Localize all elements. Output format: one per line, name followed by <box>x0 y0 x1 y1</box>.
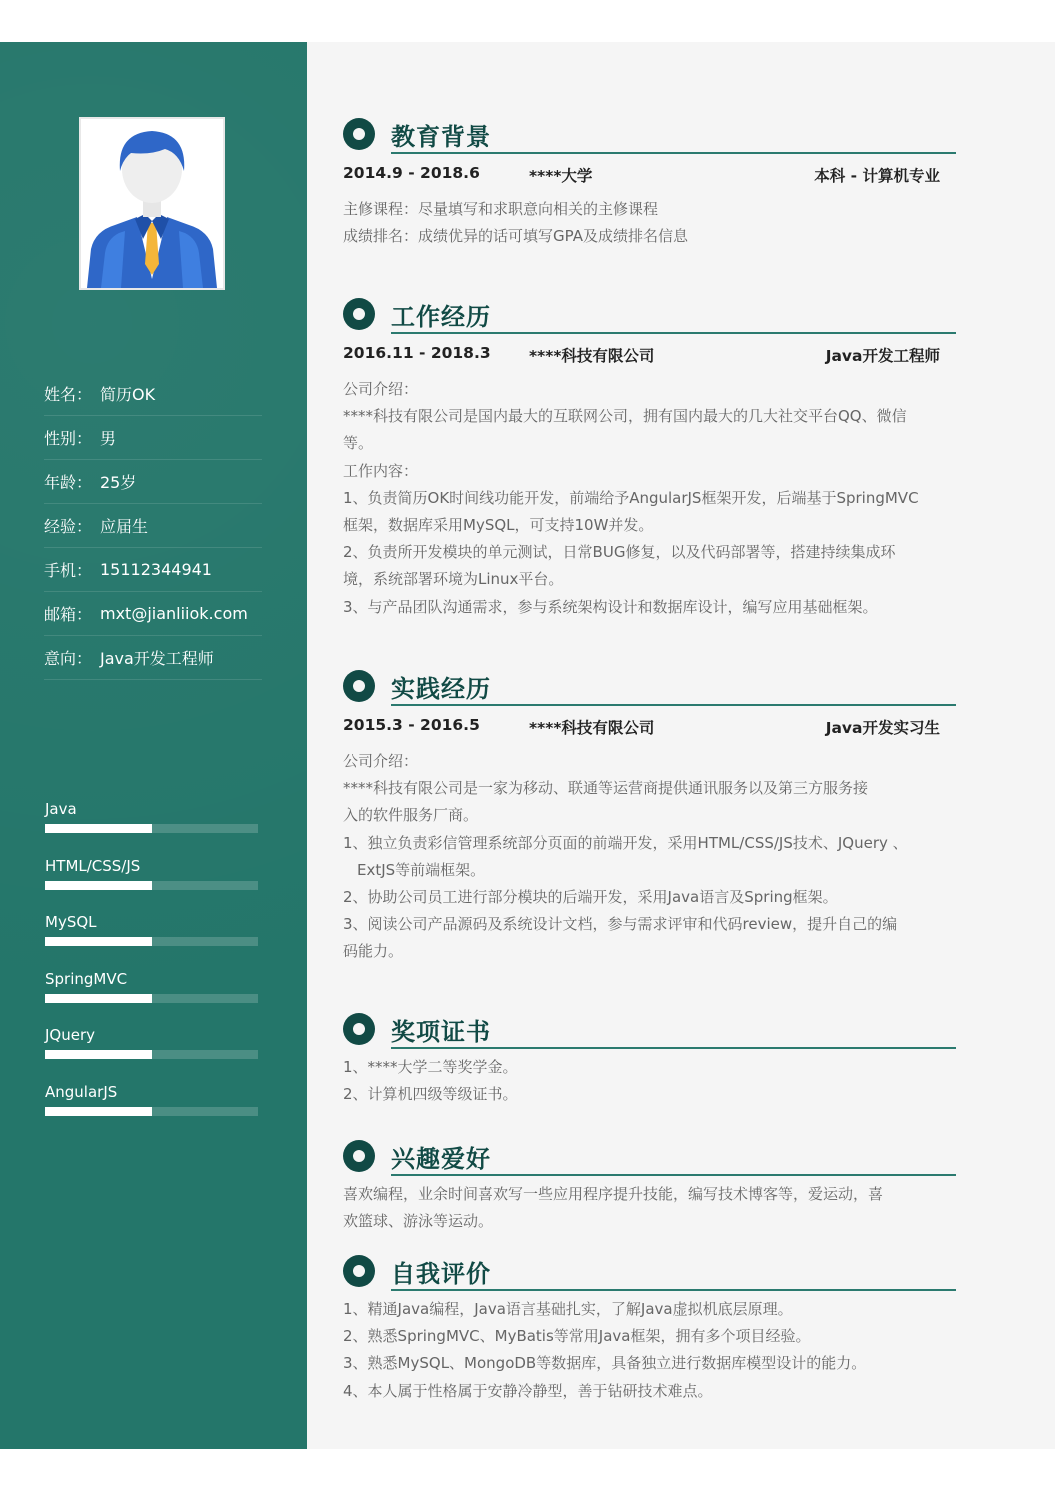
info-row-experience <box>44 504 262 548</box>
profile-photo <box>79 117 225 290</box>
info-row-age <box>44 460 262 504</box>
entry-org: ****大学 <box>529 167 593 185</box>
text-line: 1、独立负责彩信管理系统部分页面的前端开发，采用HTML/CSS/JS技术、JQuery 、 <box>343 833 908 852</box>
info-value: 15112344941 <box>100 560 212 579</box>
text-line: 入的软件服务厂商。 <box>343 806 479 825</box>
info-value: mxt@jianliiok.com <box>100 604 248 623</box>
text-line: 4、本人属于性格属于安静冷静型，善于钻研技术难点。 <box>343 1381 713 1400</box>
info-label: 经验： <box>44 517 93 536</box>
text-line: 公司介绍： <box>343 380 419 398</box>
section-title: 兴趣爱好 <box>391 1145 491 1173</box>
section-title: 实践经历 <box>391 675 491 703</box>
skill-item <box>45 794 258 851</box>
entry-org: ****科技有限公司 <box>529 347 655 365</box>
section-body <box>343 1054 958 1108</box>
text-line: 欢篮球、游泳等运动。 <box>343 1212 494 1231</box>
skill-bar-track <box>45 824 258 833</box>
skills-list <box>45 794 258 1133</box>
info-label: 邮箱： <box>44 605 93 624</box>
section-title: 奖项证书 <box>391 1018 491 1046</box>
section-hobbies <box>343 1137 958 1235</box>
skill-item <box>45 851 258 908</box>
entry-role: Java开发实习生 <box>825 719 940 737</box>
skill-bar-track <box>45 994 258 1003</box>
skill-bar-fill <box>45 937 152 946</box>
section-body <box>343 748 958 966</box>
text-line: 公司介绍： <box>343 752 419 770</box>
section-awards <box>343 1010 958 1108</box>
info-row-gender <box>44 416 262 460</box>
entry-meta <box>343 340 958 368</box>
skill-bar-track <box>45 1050 258 1059</box>
entry-meta <box>343 160 958 188</box>
resume-page <box>0 42 1055 1449</box>
text-line: 3、阅读公司产品源码及系统设计文档，参与需求评审和代码review，提升自己的编 <box>343 915 898 934</box>
text-line: ExtJS等前端框架。 <box>357 860 486 879</box>
skill-bar-track <box>45 937 258 946</box>
text-line: 3、与产品团队沟通需求，参与系统架构设计和数据库设计，编写应用基础框架。 <box>343 597 878 616</box>
text-line: 工作内容： <box>343 461 419 480</box>
section-education <box>343 115 958 250</box>
text-line: 2、熟悉SpringMVC、MyBatis等常用Java框架，拥有多个项目经验。 <box>343 1327 811 1346</box>
text-line: 1、精通Java编程，Java语言基础扎实，了解Java虚拟机底层原理。 <box>343 1300 793 1318</box>
section-divider <box>391 704 956 706</box>
skill-item <box>45 907 258 964</box>
info-row-intention <box>44 636 262 680</box>
text-line: ****科技有限公司是国内最大的互联网公司，拥有国内最大的几大社交平台QQ、微信 <box>343 407 907 426</box>
skill-bar-track <box>45 881 258 890</box>
section-practice <box>343 667 958 966</box>
avatar-person-icon <box>81 119 223 288</box>
entry-date: 2014.9 - 2018.6 <box>343 164 480 182</box>
text-line: 主修课程：尽量填写和求职意向相关的主修课程 <box>343 200 659 218</box>
text-line: 境，系统部署环境为Linux平台。 <box>343 570 564 589</box>
text-line: 喜欢编程，业余时间喜欢写一些应用程序提升技能，编写技术博客等，爱运动，喜 <box>343 1185 884 1203</box>
skill-name: JQuery <box>45 1026 96 1044</box>
info-row-email <box>44 592 262 636</box>
text-line: ****科技有限公司是一家为移动、联通等运营商提供通讯服务以及第三方服务接 <box>343 779 869 798</box>
skill-item <box>45 964 258 1021</box>
skill-bar-fill <box>45 994 152 1003</box>
info-label: 性别： <box>44 429 93 448</box>
entry-meta <box>343 712 958 740</box>
skill-name: AngularJS <box>45 1082 118 1101</box>
info-value: 应届生 <box>100 517 149 536</box>
entry-role: 本科 - 计算机专业 <box>814 167 940 185</box>
section-bullet-icon <box>343 1013 375 1045</box>
text-line: 成绩排名：成绩优异的话可填写GPA及成绩排名信息 <box>343 227 688 246</box>
info-value: 男 <box>100 429 117 448</box>
entry-date: 2015.3 - 2016.5 <box>343 716 480 734</box>
text-line: 2、负责所开发模块的单元测试，日常BUG修复，以及代码部署等，搭建持续集成环 <box>343 543 896 562</box>
text-line: 1、****大学二等奖学金。 <box>343 1058 518 1076</box>
entry-date: 2016.11 - 2018.3 <box>343 344 491 362</box>
section-body <box>343 376 958 621</box>
skill-name: Java <box>45 800 77 818</box>
section-title: 工作经历 <box>391 303 491 331</box>
section-divider <box>391 332 956 334</box>
text-line: 2、计算机四级等级证书。 <box>343 1085 518 1104</box>
skill-bar-fill <box>45 1107 152 1116</box>
skill-bar-fill <box>45 824 152 833</box>
text-line: 框架，数据库采用MySQL，可支持10W并发。 <box>343 516 654 535</box>
section-bullet-icon <box>343 670 375 702</box>
personal-info <box>44 372 262 680</box>
skill-bar-fill <box>45 1050 152 1059</box>
info-value: Java开发工程师 <box>100 649 214 668</box>
section-self-evaluation <box>343 1252 958 1405</box>
info-label: 意向： <box>44 649 93 668</box>
text-line: 码能力。 <box>343 942 404 961</box>
section-work <box>343 295 958 621</box>
text-line: 1、负责简历OK时间线功能开发，前端给予AngularJS框架开发，后端基于SpringMVC <box>343 488 919 507</box>
skill-item <box>45 1077 258 1134</box>
section-divider <box>391 152 956 154</box>
sidebar <box>0 42 307 1449</box>
section-bullet-icon <box>343 118 375 150</box>
info-row-phone <box>44 548 262 592</box>
section-divider <box>391 1289 956 1291</box>
entry-org: ****科技有限公司 <box>529 719 655 737</box>
section-divider <box>391 1047 956 1049</box>
text-line: 3、熟悉MySQL、MongoDB等数据库，具备独立进行数据库模型设计的能力。 <box>343 1354 867 1373</box>
skill-name: MySQL <box>45 913 97 931</box>
info-value: 简历OK <box>100 385 156 404</box>
info-row-name <box>44 372 262 416</box>
text-line: 2、协助公司员工进行部分模块的后端开发，采用Java语言及Spring框架。 <box>343 888 838 907</box>
entry-role: Java开发工程师 <box>825 347 940 365</box>
text-line: 等。 <box>343 434 374 453</box>
section-bullet-icon <box>343 298 375 330</box>
section-bullet-icon <box>343 1140 375 1172</box>
section-title: 教育背景 <box>391 123 491 151</box>
info-label: 姓名： <box>44 385 93 404</box>
section-title: 自我评价 <box>391 1260 491 1288</box>
skill-name: HTML/CSS/JS <box>45 856 141 875</box>
info-value: 25岁 <box>100 473 137 492</box>
section-bullet-icon <box>343 1255 375 1287</box>
section-divider <box>391 1174 956 1176</box>
skill-bar-track <box>45 1107 258 1116</box>
info-label: 年龄： <box>44 473 93 492</box>
skill-item <box>45 1020 258 1077</box>
skill-name: SpringMVC <box>45 969 128 988</box>
skill-bar-fill <box>45 881 152 890</box>
info-label: 手机： <box>44 561 93 580</box>
section-body <box>343 1296 958 1405</box>
section-body <box>343 1181 958 1235</box>
section-body <box>343 196 958 250</box>
